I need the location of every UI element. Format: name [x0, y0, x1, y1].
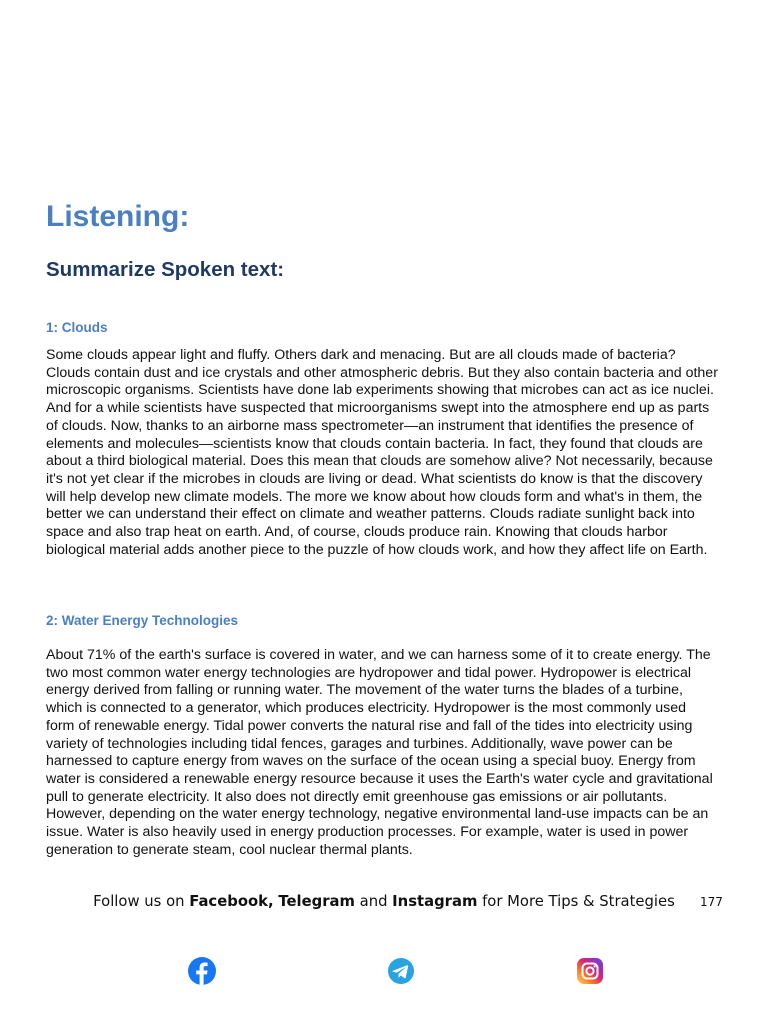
facebook-icon[interactable] — [188, 957, 216, 985]
footer-suffix: for More Tips & Strategies — [477, 893, 675, 910]
page-heading: Listening: — [46, 200, 190, 233]
section-text-clouds: Some clouds appear light and fluffy. Others dark and menacing. But are all clouds made of bacteria? Clouds contain dust and ice crystals and other atmospheric debris. But they also contain bacteria and other microscopic organisms. Scientists have done lab experiments showing that microbes can act as ice nuclei. And for a while scientists have suspected that microorganisms swept into the atmosphere end up as parts of clouds. Now, thanks to an airborne mass spectrometer—an instrument that identifies the presence of elements and molecules—scientists know that clouds contain bacteria. In fact, they found that clouds are about a third biological material. Does this mean that clouds are somehow alive? Not necessarily, because it's not yet clear if the microbes in clouds are living or dead. What scientists do know is that the discovery will help develop new climate models. The more we know about how clouds form and what's in them, the better we can understand their effect on climate and weather patterns. Clouds radiate sunlight back into space and also trap heat on earth. And, of course, clouds produce rain. Knowing that clouds harbor biological material adds another piece to the puzzle of how clouds work, and how they affect life on Earth. — [46, 347, 718, 558]
instagram-icon[interactable] — [576, 957, 604, 985]
section-text-water-energy: About 71% of the earth's surface is covered in water, and we can harness some of it to create energy. The two most common water energy technologies are hydropower and tidal power. Hydropower is electrical energy derived from falling or running water. The movement of the water turns the blades of a turbine, which is connected to a generator, which produces electricity. Hydropower is the most commonly used form of renewable energy. Tidal power converts the natural rise and fall of the tides into electricity using variety of technologies including tidal fences, garages and turbines. Additionally, wave power can be harnessed to capture energy from waves on the surface of the ocean using a special buoy. Energy from water is considered a renewable energy resource because it uses the Earth's water cycle and gravitational pull to generate electricity. It also does not directly emit greenhouse gas emissions or air pollutants. However, depending on the water energy technology, negative environmental land-use impacts can be an issue. Water is also heavily used in energy production processes. For example, water is used in power generation to generate steam, cool nuclear thermal plants. — [46, 647, 713, 858]
footer-prefix: Follow us on — [93, 893, 190, 910]
footer-follow-text — [0, 893, 768, 910]
telegram-icon[interactable] — [387, 957, 415, 985]
section-title-water-energy: 2: Water Energy Technologies — [46, 613, 239, 628]
page-subheading: Summarize Spoken text: — [46, 258, 285, 281]
page-number: 177 — [700, 895, 723, 909]
footer-facebook-link[interactable]: Facebook, — [189, 893, 274, 910]
footer-instagram-link[interactable]: Instagram — [392, 893, 478, 910]
footer-and: and — [354, 893, 393, 910]
footer-telegram-link[interactable]: Telegram — [278, 893, 355, 910]
section-title-clouds: 1: Clouds — [46, 320, 108, 335]
